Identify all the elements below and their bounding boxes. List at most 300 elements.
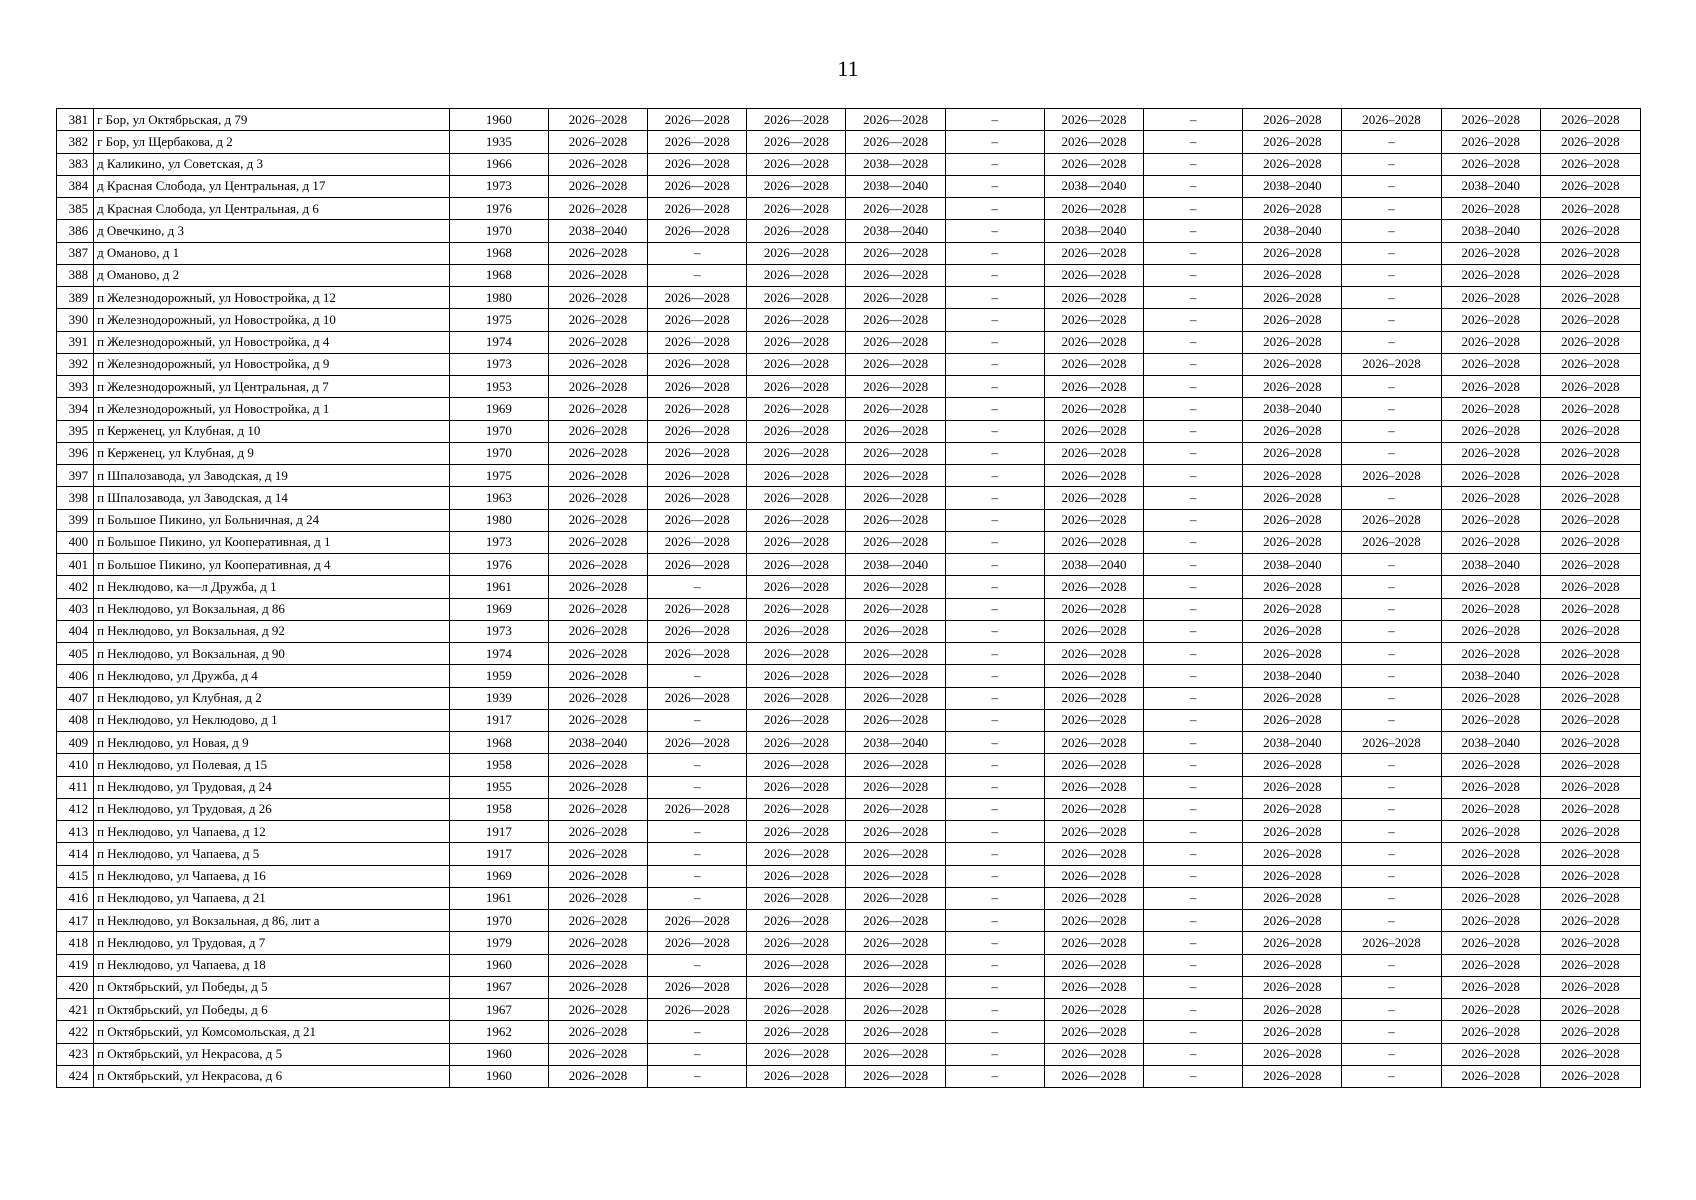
address-cell: п Неклюдово, ул Чапаева, д 16	[94, 865, 450, 887]
period-cell: 2026–2028	[548, 509, 647, 531]
address-cell: д Красная Слобода, ул Центральная, д 6	[94, 198, 450, 220]
row-number-cell: 403	[57, 598, 94, 620]
period-cell: –	[945, 821, 1044, 843]
period-cell: 2026—2028	[747, 398, 846, 420]
period-cell: –	[1342, 131, 1441, 153]
period-cell: 2026—2028	[846, 1043, 945, 1065]
period-cell: 2026–2028	[1243, 264, 1342, 286]
period-cell: –	[648, 242, 747, 264]
period-cell: 2026—2028	[1044, 331, 1143, 353]
period-cell: 2026—2028	[846, 709, 945, 731]
table-row	[57, 976, 1641, 998]
address-cell: п Неклюдово, ул Чапаева, д 18	[94, 954, 450, 976]
year-cell: 1973	[449, 620, 548, 642]
row-number-cell: 421	[57, 999, 94, 1021]
period-cell: –	[945, 398, 1044, 420]
period-cell: 2026—2028	[747, 175, 846, 197]
period-cell: 2026–2028	[1540, 932, 1640, 954]
period-cell: 2026—2028	[1044, 732, 1143, 754]
table-row	[57, 487, 1641, 509]
period-cell: –	[1342, 309, 1441, 331]
period-cell: 2026–2028	[1342, 732, 1441, 754]
period-cell: 2026–2028	[1540, 198, 1640, 220]
period-cell: 2026—2028	[747, 554, 846, 576]
period-cell: 2026—2028	[1044, 198, 1143, 220]
period-cell: 2026–2028	[1441, 287, 1540, 309]
period-cell: –	[945, 1065, 1044, 1087]
period-cell: 2026—2028	[747, 353, 846, 375]
period-cell: 2026–2028	[1540, 643, 1640, 665]
row-number-cell: 394	[57, 398, 94, 420]
period-cell: 2026–2028	[1540, 865, 1640, 887]
year-cell: 1960	[449, 1043, 548, 1065]
period-cell: 2026—2028	[846, 1021, 945, 1043]
period-cell: –	[1144, 776, 1243, 798]
period-cell: 2026–2028	[548, 264, 647, 286]
period-cell: 2026—2028	[1044, 865, 1143, 887]
period-cell: 2026—2028	[1044, 643, 1143, 665]
period-cell: 2026—2028	[648, 220, 747, 242]
period-cell: 2026–2028	[1243, 843, 1342, 865]
row-number-cell: 396	[57, 442, 94, 464]
period-cell: 2026–2028	[548, 976, 647, 998]
table-row	[57, 531, 1641, 553]
period-cell: 2026—2028	[747, 687, 846, 709]
period-cell: –	[1342, 843, 1441, 865]
row-number-cell: 390	[57, 309, 94, 331]
table-row	[57, 264, 1641, 286]
row-number-cell: 385	[57, 198, 94, 220]
address-cell: п Шпалозавода, ул Заводская, д 14	[94, 487, 450, 509]
period-cell: –	[1144, 442, 1243, 464]
period-cell: 2038–2040	[1243, 732, 1342, 754]
period-cell: 2026—2028	[846, 865, 945, 887]
period-cell: –	[945, 175, 1044, 197]
table-row	[57, 398, 1641, 420]
period-cell: 2026–2028	[1441, 353, 1540, 375]
period-cell: 2026—2028	[1044, 776, 1143, 798]
row-number-cell: 393	[57, 376, 94, 398]
period-cell: 2026–2028	[548, 932, 647, 954]
period-cell: –	[1342, 798, 1441, 820]
year-cell: 1966	[449, 153, 548, 175]
period-cell: 2026—2028	[747, 576, 846, 598]
address-cell: д Оманово, д 2	[94, 264, 450, 286]
period-cell: 2026—2028	[648, 531, 747, 553]
period-cell: –	[648, 954, 747, 976]
period-cell: –	[945, 242, 1044, 264]
period-cell: 2026—2028	[747, 776, 846, 798]
period-cell: 2038—2028	[846, 153, 945, 175]
address-cell: п Неклюдово, ка—л Дружба, д 1	[94, 576, 450, 598]
period-cell: 2026—2028	[747, 910, 846, 932]
period-cell: 2026—2028	[1044, 442, 1143, 464]
row-number-cell: 388	[57, 264, 94, 286]
table-row	[57, 131, 1641, 153]
period-cell: 2026—2028	[747, 287, 846, 309]
period-cell: 2026–2028	[548, 175, 647, 197]
period-cell: –	[1144, 754, 1243, 776]
year-cell: 1970	[449, 442, 548, 464]
schedule-table-body	[57, 109, 1641, 1088]
table-row	[57, 153, 1641, 175]
period-cell: 2038–2040	[1243, 398, 1342, 420]
period-cell: 2026—2028	[747, 620, 846, 642]
table-row	[57, 198, 1641, 220]
row-number-cell: 384	[57, 175, 94, 197]
row-number-cell: 414	[57, 843, 94, 865]
table-row	[57, 887, 1641, 909]
period-cell: 2026–2028	[1441, 153, 1540, 175]
address-cell: п Неклюдово, ул Клубная, д 2	[94, 687, 450, 709]
period-cell: 2026–2028	[1243, 798, 1342, 820]
address-cell: п Большое Пикино, ул Кооперативная, д 1	[94, 531, 450, 553]
period-cell: 2026–2028	[1540, 465, 1640, 487]
table-row	[57, 576, 1641, 598]
row-number-cell: 418	[57, 932, 94, 954]
period-cell: 2026–2028	[1342, 109, 1441, 131]
period-cell: 2026—2028	[846, 264, 945, 286]
address-cell: п Железнодорожный, ул Центральная, д 7	[94, 376, 450, 398]
period-cell: –	[945, 999, 1044, 1021]
row-number-cell: 410	[57, 754, 94, 776]
period-cell: –	[945, 420, 1044, 442]
period-cell: 2026—2028	[648, 153, 747, 175]
period-cell: 2026—2028	[747, 865, 846, 887]
period-cell: 2026–2028	[1243, 131, 1342, 153]
period-cell: 2026–2028	[1243, 598, 1342, 620]
period-cell: 2026–2028	[1441, 309, 1540, 331]
address-cell: д Оманово, д 1	[94, 242, 450, 264]
page-number: 11	[837, 56, 859, 81]
period-cell: 2026–2028	[1441, 376, 1540, 398]
period-cell: 2026–2028	[548, 821, 647, 843]
period-cell: 2026–2028	[548, 999, 647, 1021]
period-cell: 2026–2028	[1540, 843, 1640, 865]
table-row	[57, 376, 1641, 398]
table-row	[57, 732, 1641, 754]
period-cell: 2026–2028	[548, 687, 647, 709]
period-cell: 2038–2040	[1441, 175, 1540, 197]
period-cell: 2026—2028	[1044, 465, 1143, 487]
period-cell: –	[945, 976, 1044, 998]
period-cell: 2026–2028	[1243, 709, 1342, 731]
period-cell: 2026—2028	[648, 175, 747, 197]
period-cell: 2026–2028	[1243, 487, 1342, 509]
table-row	[57, 620, 1641, 642]
year-cell: 1968	[449, 732, 548, 754]
period-cell: 2026–2028	[1540, 665, 1640, 687]
period-cell: 2026–2028	[1441, 754, 1540, 776]
address-cell: п Керженец, ул Клубная, д 9	[94, 442, 450, 464]
period-cell: 2026—2028	[648, 620, 747, 642]
period-cell: 2026—2028	[1044, 687, 1143, 709]
period-cell: 2026—2028	[747, 1021, 846, 1043]
row-number-cell: 404	[57, 620, 94, 642]
period-cell: –	[945, 353, 1044, 375]
address-cell: п Неклюдово, ул Новая, д 9	[94, 732, 450, 754]
period-cell: –	[1144, 420, 1243, 442]
period-cell: –	[1144, 932, 1243, 954]
period-cell: 2026—2028	[846, 910, 945, 932]
period-cell: –	[1342, 1065, 1441, 1087]
table-row	[57, 442, 1641, 464]
period-cell: 2026–2028	[548, 109, 647, 131]
year-cell: 1970	[449, 220, 548, 242]
address-cell: п Октябрьский, ул Некрасова, д 6	[94, 1065, 450, 1087]
period-cell: –	[1144, 264, 1243, 286]
row-number-cell: 405	[57, 643, 94, 665]
period-cell: –	[1342, 198, 1441, 220]
period-cell: –	[1144, 1021, 1243, 1043]
year-cell: 1973	[449, 175, 548, 197]
period-cell: –	[1342, 242, 1441, 264]
year-cell: 1969	[449, 398, 548, 420]
period-cell: 2026–2028	[1441, 709, 1540, 731]
period-cell: 2026–2028	[548, 153, 647, 175]
period-cell: 2026–2028	[548, 643, 647, 665]
period-cell: 2026–2028	[1243, 954, 1342, 976]
period-cell: 2026–2028	[1243, 910, 1342, 932]
period-cell: 2026—2028	[747, 999, 846, 1021]
period-cell: 2026–2028	[548, 198, 647, 220]
period-cell: 2026–2028	[548, 620, 647, 642]
period-cell: 2038—2040	[1044, 175, 1143, 197]
period-cell: 2026–2028	[1243, 465, 1342, 487]
row-number-cell: 387	[57, 242, 94, 264]
period-cell: –	[1342, 865, 1441, 887]
period-cell: 2026—2028	[1044, 576, 1143, 598]
year-cell: 1917	[449, 821, 548, 843]
period-cell: 2026—2028	[846, 887, 945, 909]
period-cell: –	[1342, 264, 1441, 286]
period-cell: 2026—2028	[1044, 353, 1143, 375]
period-cell: –	[1342, 910, 1441, 932]
period-cell: 2026–2028	[1441, 264, 1540, 286]
period-cell: 2026–2028	[1540, 264, 1640, 286]
period-cell: –	[648, 754, 747, 776]
period-cell: 2026–2028	[548, 776, 647, 798]
row-number-cell: 411	[57, 776, 94, 798]
address-cell: п Керженец, ул Клубная, д 10	[94, 420, 450, 442]
row-number-cell: 415	[57, 865, 94, 887]
table-row	[57, 910, 1641, 932]
period-cell: 2026—2028	[648, 398, 747, 420]
period-cell: 2026–2028	[1441, 331, 1540, 353]
year-cell: 1939	[449, 687, 548, 709]
period-cell: 2026—2028	[648, 376, 747, 398]
row-number-cell: 417	[57, 910, 94, 932]
table-row	[57, 1021, 1641, 1043]
period-cell: 2026–2028	[1342, 465, 1441, 487]
period-cell: 2026–2028	[1441, 910, 1540, 932]
period-cell: –	[945, 754, 1044, 776]
row-number-cell: 402	[57, 576, 94, 598]
period-cell: 2038—2040	[1044, 554, 1143, 576]
period-cell: –	[1342, 1043, 1441, 1065]
row-number-cell: 409	[57, 732, 94, 754]
period-cell: 2026–2028	[548, 1021, 647, 1043]
period-cell: –	[1144, 509, 1243, 531]
period-cell: –	[945, 843, 1044, 865]
table-row	[57, 220, 1641, 242]
year-cell: 1963	[449, 487, 548, 509]
period-cell: 2026—2028	[1044, 1065, 1143, 1087]
table-row	[57, 309, 1641, 331]
period-cell: 2026—2028	[747, 109, 846, 131]
table-row	[57, 287, 1641, 309]
period-cell: 2026—2028	[1044, 932, 1143, 954]
address-cell: п Неклюдово, ул Вокзальная, д 86, лит а	[94, 910, 450, 932]
period-cell: 2026—2028	[846, 687, 945, 709]
period-cell: 2026—2028	[648, 910, 747, 932]
period-cell: 2026–2028	[1540, 732, 1640, 754]
period-cell: –	[945, 509, 1044, 531]
row-number-cell: 419	[57, 954, 94, 976]
period-cell: 2026–2028	[548, 287, 647, 309]
period-cell: 2026—2028	[846, 643, 945, 665]
address-cell: п Железнодорожный, ул Новостройка, д 9	[94, 353, 450, 375]
table-row	[57, 687, 1641, 709]
year-cell: 1974	[449, 331, 548, 353]
address-cell: п Железнодорожный, ул Новостройка, д 12	[94, 287, 450, 309]
address-cell: п Неклюдово, ул Неклюдово, д 1	[94, 709, 450, 731]
period-cell: 2026–2028	[1540, 798, 1640, 820]
period-cell: –	[1342, 220, 1441, 242]
table-row	[57, 331, 1641, 353]
period-cell: 2026—2028	[1044, 109, 1143, 131]
period-cell: 2026–2028	[1441, 643, 1540, 665]
period-cell: –	[1144, 331, 1243, 353]
period-cell: 2026—2028	[846, 442, 945, 464]
year-cell: 1968	[449, 242, 548, 264]
period-cell: 2026—2028	[648, 442, 747, 464]
address-cell: п Железнодорожный, ул Новостройка, д 1	[94, 398, 450, 420]
period-cell: 2026–2028	[1441, 776, 1540, 798]
period-cell: 2026–2028	[1540, 1021, 1640, 1043]
period-cell: 2026–2028	[1243, 242, 1342, 264]
period-cell: 2026—2028	[846, 598, 945, 620]
period-cell: 2026—2028	[1044, 264, 1143, 286]
period-cell: –	[1342, 776, 1441, 798]
period-cell: 2026–2028	[1441, 821, 1540, 843]
address-cell: п Большое Пикино, ул Кооперативная, д 4	[94, 554, 450, 576]
year-cell: 1935	[449, 131, 548, 153]
period-cell: 2026—2028	[1044, 376, 1143, 398]
address-cell: д Красная Слобода, ул Центральная, д 17	[94, 175, 450, 197]
period-cell: –	[945, 709, 1044, 731]
year-cell: 1970	[449, 910, 548, 932]
period-cell: 2026—2028	[747, 798, 846, 820]
period-cell: 2026–2028	[1540, 287, 1640, 309]
row-number-cell: 399	[57, 509, 94, 531]
period-cell: 2026–2028	[548, 598, 647, 620]
period-cell: 2026—2028	[747, 442, 846, 464]
period-cell: 2038—2040	[846, 220, 945, 242]
period-cell: 2026–2028	[1441, 487, 1540, 509]
period-cell: –	[1144, 887, 1243, 909]
period-cell: 2026—2028	[846, 109, 945, 131]
period-cell: 2026–2028	[548, 420, 647, 442]
period-cell: 2026—2028	[846, 976, 945, 998]
year-cell: 1955	[449, 776, 548, 798]
period-cell: –	[1144, 531, 1243, 553]
period-cell: –	[1342, 598, 1441, 620]
period-cell: –	[648, 776, 747, 798]
period-cell: 2026–2028	[1441, 1043, 1540, 1065]
table-row	[57, 509, 1641, 531]
period-cell: –	[1342, 643, 1441, 665]
period-cell: 2026—2028	[1044, 398, 1143, 420]
period-cell: 2026—2028	[648, 309, 747, 331]
period-cell: 2026—2028	[648, 687, 747, 709]
period-cell: –	[945, 643, 1044, 665]
period-cell: –	[1342, 709, 1441, 731]
period-cell: 2026—2028	[747, 954, 846, 976]
period-cell: –	[945, 732, 1044, 754]
year-cell: 1974	[449, 643, 548, 665]
table-row	[57, 175, 1641, 197]
period-cell: –	[945, 576, 1044, 598]
period-cell: 2026—2028	[648, 487, 747, 509]
period-cell: 2026–2028	[1243, 1021, 1342, 1043]
period-cell: 2026–2028	[548, 442, 647, 464]
period-cell: –	[1144, 865, 1243, 887]
period-cell: 2026–2028	[1243, 309, 1342, 331]
period-cell: –	[1144, 598, 1243, 620]
period-cell: 2026—2028	[1044, 843, 1143, 865]
period-cell: 2026—2028	[1044, 1043, 1143, 1065]
period-cell: –	[1144, 954, 1243, 976]
period-cell: 2038—2040	[1044, 220, 1143, 242]
period-cell: –	[1342, 287, 1441, 309]
period-cell: 2038–2040	[1243, 220, 1342, 242]
period-cell: 2026—2028	[747, 465, 846, 487]
period-cell: 2026–2028	[548, 554, 647, 576]
table-row	[57, 598, 1641, 620]
year-cell: 1959	[449, 665, 548, 687]
period-cell: 2026–2028	[1540, 687, 1640, 709]
address-cell: п Неклюдово, ул Трудовая, д 26	[94, 798, 450, 820]
period-cell: 2026—2028	[846, 620, 945, 642]
period-cell: –	[1144, 620, 1243, 642]
period-cell: 2026—2028	[1044, 976, 1143, 998]
period-cell: 2026—2028	[747, 665, 846, 687]
table-row	[57, 420, 1641, 442]
period-cell: 2026–2028	[1441, 531, 1540, 553]
period-cell: 2026–2028	[1540, 509, 1640, 531]
year-cell: 1975	[449, 309, 548, 331]
period-cell: 2026–2028	[1243, 999, 1342, 1021]
period-cell: 2026–2028	[1243, 776, 1342, 798]
period-cell: 2026—2028	[846, 954, 945, 976]
period-cell: –	[1342, 376, 1441, 398]
period-cell: 2026–2028	[548, 1065, 647, 1087]
year-cell: 1968	[449, 264, 548, 286]
period-cell: 2026—2028	[846, 309, 945, 331]
period-cell: –	[648, 665, 747, 687]
address-cell: п Неклюдово, ул Дружба, д 4	[94, 665, 450, 687]
period-cell: 2026–2028	[1540, 776, 1640, 798]
period-cell: 2026—2028	[1044, 153, 1143, 175]
period-cell: 2026–2028	[1540, 976, 1640, 998]
period-cell: –	[1144, 665, 1243, 687]
period-cell: –	[1144, 843, 1243, 865]
period-cell: –	[648, 576, 747, 598]
period-cell: 2026—2028	[846, 420, 945, 442]
period-cell: 2026–2028	[1243, 865, 1342, 887]
period-cell: –	[648, 843, 747, 865]
